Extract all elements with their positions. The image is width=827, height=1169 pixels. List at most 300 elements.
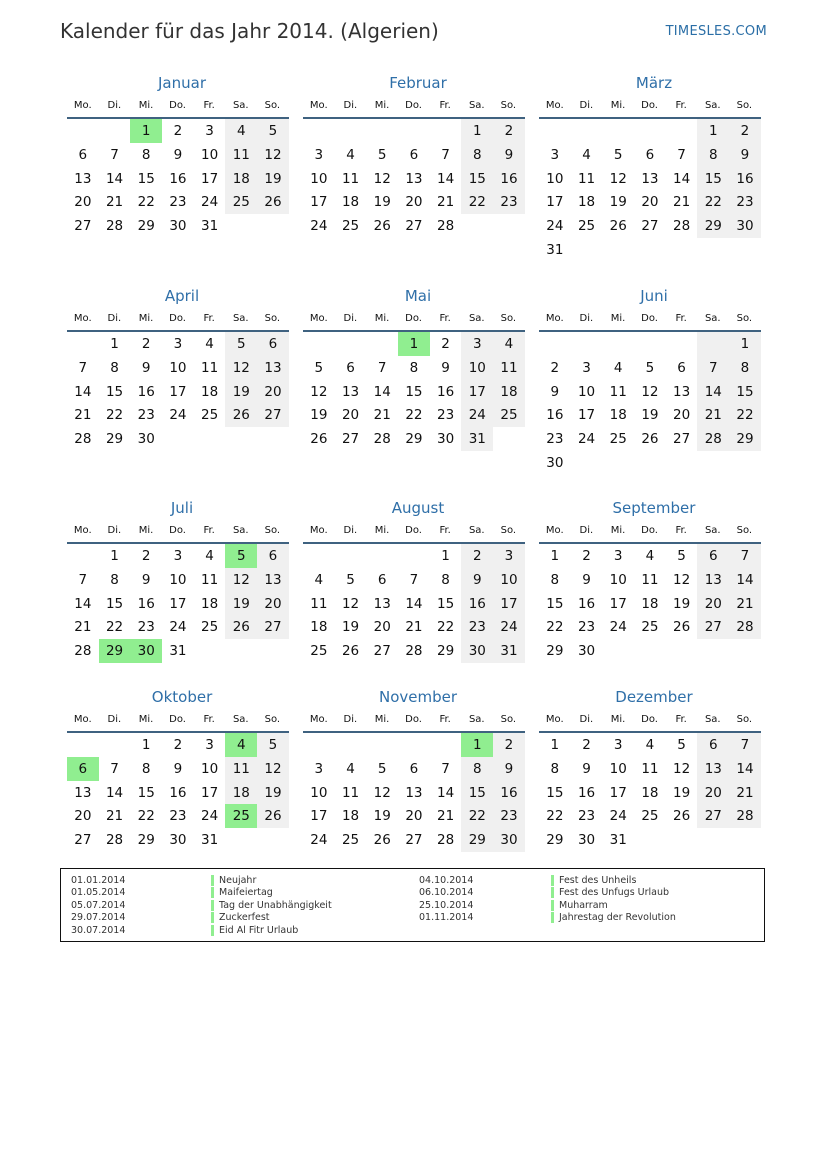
holiday-marker-icon [551,887,554,898]
day-cell: 2 [461,544,493,568]
day-cell: 15 [137,170,155,187]
weekday-label: Mo. [309,525,328,536]
legend-holiday [211,900,332,912]
day-cell: 28 [437,832,455,849]
weekday-header [303,521,525,544]
day-cell: 26 [673,619,691,636]
day-cell: 18 [225,781,257,805]
holiday-marker-icon [211,912,214,923]
day-cell: 22 [729,403,761,427]
weekday-label: Mo. [309,313,328,324]
day-cell: 24 [609,808,627,825]
legend-date: 01.01.2014 [71,875,126,886]
legend-holiday [211,925,332,937]
day-cell: 17 [493,592,525,616]
day-cell: 8 [697,143,729,167]
day-cell: 14 [405,595,423,612]
day-cell: 27 [405,218,423,235]
day-cell: 13 [257,356,289,380]
month-name: Juli [170,499,194,517]
month-name: September [612,499,696,517]
day-cell: 19 [257,781,289,805]
day-cell: 5 [677,737,686,753]
weekday-label: Di. [107,100,122,111]
empty-cell [335,119,367,143]
day-cell: 10 [201,760,219,777]
weekday-header [67,96,289,119]
day-cell: 27 [74,832,92,849]
weekday-label: Do. [641,525,658,536]
legend-holiday-name: Fest des Unfugs Urlaub [559,887,670,899]
day-cell: 8 [409,359,419,376]
day-cell: 3 [173,336,183,352]
empty-cell [67,332,99,356]
day-cell: 20 [74,194,92,211]
day-cell: 19 [641,407,659,424]
day-cell: 16 [137,595,155,612]
weekday-label: Mo. [545,313,564,324]
day-cell: 26 [257,190,289,214]
day-cell: 2 [493,119,525,143]
day-cell: 31 [201,218,219,235]
weekday-label: Fr. [675,313,687,324]
day-cell: 16 [729,167,761,191]
day-cell: 15 [461,781,493,805]
day-cell: 18 [201,383,219,400]
legend-right-names [551,875,676,925]
day-cell: 6 [78,146,88,163]
legend-right-dates [419,875,473,925]
day-cell: 24 [461,403,493,427]
day-cell: 30 [137,431,155,448]
day-cell: 23 [546,431,564,448]
day-cell: 20 [373,619,391,636]
day-cell: 4 [205,336,214,352]
day-cell: 31 [169,643,187,660]
day-cell: 22 [105,407,124,424]
day-grid [303,544,525,663]
day-cell: 14 [437,170,455,187]
day-cell: 21 [437,194,455,211]
day-cell: 22 [697,190,729,214]
day-cell: 22 [461,804,493,828]
day-cell: 28 [405,643,423,660]
day-cell: 12 [609,170,627,187]
day-cell: 4 [645,737,655,753]
day-cell: 13 [74,784,92,801]
day-cell: 14 [673,170,691,187]
day-cell: 3 [550,146,560,163]
day-cell: 27 [257,403,289,427]
day-cell: 10 [461,356,493,380]
day-cell: 20 [697,592,729,616]
day-cell: 15 [437,595,455,612]
day-cell: 12 [225,568,257,592]
day-cell: 19 [373,194,391,211]
weekday-label: Di. [107,313,122,324]
month-7 [67,498,289,663]
weekday-label: Di. [579,100,594,111]
day-cell: 25 [641,808,659,825]
empty-cell [303,733,335,757]
day-cell: 27 [405,832,423,849]
weekday-label: Mo. [545,714,564,725]
day-cell: 11 [577,170,596,187]
day-cell: 18 [493,380,525,404]
weekday-label: Do. [641,313,658,324]
weekday-label: Sa. [704,313,721,324]
legend-date: 01.05.2014 [71,887,126,899]
weekday-label: Do. [169,100,186,111]
weekday-label: Do. [169,714,186,725]
day-cell: 21 [437,808,455,825]
day-cell: 1 [550,548,560,564]
day-cell: 8 [110,571,119,588]
day-cell: 22 [105,619,124,636]
empty-cell [366,733,398,757]
day-cell: 22 [405,407,423,424]
day-cell: 17 [169,595,187,612]
day-cell: 19 [673,595,691,612]
day-cell: 25 [201,619,219,636]
day-cell: 4 [346,760,355,777]
day-grid [539,733,761,852]
day-cell: 2 [550,359,560,376]
month-name: Oktober [151,688,213,706]
day-cell: 9 [582,760,591,777]
weekday-label: Do. [169,525,186,536]
page-title: Kalender für das Jahr 2014. (Algerien) [60,19,439,43]
weekday-label: Sa. [232,313,249,324]
day-cell: 10 [577,383,596,400]
day-cell: 21 [729,592,761,616]
empty-cell [366,332,398,356]
weekday-label: So. [264,313,281,324]
day-cell: 25 [310,643,328,660]
day-cell: 28 [105,218,124,235]
day-cell: 19 [225,380,257,404]
day-cell: 20 [405,194,423,211]
day-cell: 11 [201,359,219,376]
day-cell: 24 [493,615,525,639]
day-cell: 17 [546,194,564,211]
day-cell: 19 [673,784,691,801]
day-cell: 11 [341,170,360,187]
day-grid [303,733,525,852]
weekday-label: Mo. [73,313,92,324]
legend-holiday [551,900,676,912]
weekday-label: Di. [343,313,358,324]
weekday-header [539,710,761,733]
day-cell: 30 [729,214,761,238]
day-cell: 6 [257,544,289,568]
weekday-label: Mi. [610,100,626,111]
empty-cell [666,119,698,143]
day-cell: 24 [577,431,596,448]
day-cell: 16 [577,784,596,801]
day-cell: 29 [546,832,564,849]
day-cell: 8 [729,356,761,380]
empty-cell [571,119,603,143]
weekday-label: Do. [405,714,422,725]
weekday-label: So. [736,100,753,111]
weekday-label: So. [500,100,517,111]
day-cell: 5 [377,146,387,163]
day-cell: 8 [550,760,560,777]
weekday-label: Sa. [468,313,485,324]
holiday-marker-icon [211,900,214,911]
day-cell: 31 [461,427,493,451]
day-cell: 27 [697,804,729,828]
month-11 [303,687,525,852]
month-name: Dezember [615,688,693,706]
day-cell: 22 [437,619,455,636]
weekday-label: Mi. [138,714,154,725]
empty-cell [335,733,367,757]
day-cell: 30 [546,454,564,471]
weekday-label: Di. [579,313,594,324]
legend-holiday [551,912,676,924]
holiday-marker-icon [551,875,554,886]
day-cell: 25 [577,218,596,235]
day-cell: 6 [346,359,355,376]
weekday-label: Fr. [675,714,687,725]
day-cell: 18 [341,194,360,211]
day-cell: 23 [169,194,187,211]
day-cell: 8 [141,146,151,163]
day-cell: 21 [673,194,691,211]
empty-cell [430,119,462,143]
day-cell: 16 [437,383,455,400]
day-cell: 10 [310,170,328,187]
day-cell: 16 [169,784,187,801]
weekday-label: Sa. [232,100,249,111]
holiday-marker-icon [211,875,214,886]
weekday-label: Mi. [374,525,390,536]
holiday-marker-icon [551,900,554,911]
holiday-day: 6 [67,757,99,781]
day-cell: 27 [673,431,691,448]
day-cell: 28 [74,643,92,660]
weekday-label: Di. [107,525,122,536]
day-cell: 29 [137,218,155,235]
day-cell: 14 [105,784,124,801]
day-cell: 8 [461,757,493,781]
day-cell: 11 [641,760,659,777]
day-cell: 3 [173,548,183,564]
day-cell: 30 [577,832,596,849]
day-cell: 6 [409,146,419,163]
day-cell: 18 [609,407,627,424]
day-cell: 24 [169,407,187,424]
day-cell: 4 [613,359,623,376]
weekday-label: So. [736,525,753,536]
day-cell: 13 [697,568,729,592]
weekday-label: Do. [641,714,658,725]
day-cell: 16 [546,407,564,424]
day-cell: 23 [137,407,155,424]
day-cell: 6 [409,760,419,777]
legend-holiday-name: Maifeiertag [219,887,273,899]
day-cell: 14 [729,568,761,592]
day-cell: 11 [641,571,659,588]
weekday-label: So. [500,525,517,536]
weekday-label: Mi. [138,313,154,324]
site-link[interactable]: TIMESLES.COM [665,24,767,39]
day-cell: 13 [373,595,391,612]
day-cell: 7 [377,359,387,376]
day-cell: 27 [641,218,659,235]
weekday-label: Fr. [675,100,687,111]
day-cell: 30 [437,431,455,448]
day-cell: 16 [577,595,596,612]
day-cell: 3 [314,760,324,777]
holiday-legend [60,868,765,942]
empty-cell [67,733,99,757]
empty-cell [430,733,462,757]
legend-holiday-name: Muharram [559,899,608,911]
month-9 [539,498,761,663]
day-cell: 22 [137,808,155,825]
day-cell: 23 [461,615,493,639]
empty-cell [398,733,430,757]
day-cell: 4 [493,332,525,356]
weekday-label: So. [264,525,281,536]
day-cell: 4 [346,146,355,163]
day-cell: 2 [173,123,183,139]
day-cell: 24 [546,218,564,235]
day-cell: 9 [729,143,761,167]
day-cell: 7 [78,571,88,588]
empty-cell [634,332,666,356]
day-cell: 11 [341,784,360,801]
day-cell: 30 [169,832,187,849]
day-cell: 5 [314,359,324,376]
day-cell: 1 [141,737,151,753]
holiday-day: 30 [130,639,162,663]
day-cell: 8 [141,760,151,777]
day-cell: 15 [729,380,761,404]
day-cell: 28 [105,832,124,849]
day-cell: 25 [641,619,659,636]
day-cell: 18 [201,595,219,612]
day-cell: 7 [110,760,119,777]
legend-holiday-name: Jahrestag der Revolution [559,912,676,924]
month-name: Januar [158,74,206,92]
day-cell: 12 [673,571,691,588]
day-cell: 26 [310,431,328,448]
day-cell: 22 [546,619,564,636]
day-cell: 31 [609,832,627,849]
legend-holiday-name: Zuckerfest [219,912,270,924]
day-cell: 13 [74,170,92,187]
day-cell: 12 [225,356,257,380]
day-cell: 15 [405,383,423,400]
day-cell: 21 [405,619,423,636]
day-cell: 17 [461,380,493,404]
day-cell: 18 [641,595,659,612]
day-cell: 20 [257,592,289,616]
day-grid [303,119,525,238]
day-cell: 17 [310,194,328,211]
day-cell: 24 [201,808,219,825]
day-cell: 14 [373,383,391,400]
empty-cell [398,119,430,143]
weekday-label: Do. [641,100,658,111]
day-cell: 15 [546,784,564,801]
day-cell: 14 [74,383,92,400]
month-name: März [635,74,673,92]
day-cell: 12 [310,383,328,400]
day-cell: 5 [377,760,387,777]
legend-holiday-name: Fest des Unheils [559,875,637,886]
day-cell: 21 [74,619,92,636]
day-cell: 29 [437,643,455,660]
legend-left-dates [71,875,125,937]
legend-left-names [211,875,332,937]
weekday-label: Fr. [203,714,215,725]
day-cell: 26 [641,431,659,448]
day-cell: 16 [493,781,525,805]
weekday-label: Di. [579,525,594,536]
empty-cell [571,332,603,356]
day-cell: 1 [110,548,119,564]
day-cell: 31 [201,832,219,849]
empty-cell [634,119,666,143]
day-cell: 25 [341,832,360,849]
day-cell: 30 [577,643,596,660]
day-cell: 19 [373,808,391,825]
day-cell: 16 [461,592,493,616]
weekday-label: Sa. [704,100,721,111]
day-cell: 1 [110,336,119,352]
holiday-marker-icon [551,912,554,923]
day-cell: 10 [201,146,219,163]
day-cell: 14 [697,380,729,404]
month-2 [303,73,525,238]
day-cell: 7 [729,544,761,568]
day-cell: 20 [641,194,659,211]
holiday-marker-icon [211,887,214,898]
day-cell: 13 [641,170,659,187]
day-cell: 13 [697,757,729,781]
legend-holiday-name: Neujahr [219,875,257,886]
empty-cell [335,332,367,356]
day-cell: 12 [641,383,659,400]
day-cell: 21 [74,407,92,424]
day-cell: 29 [105,431,124,448]
day-cell: 17 [201,784,219,801]
day-cell: 13 [405,784,423,801]
holiday-day: 5 [225,544,257,568]
day-grid [539,332,761,475]
weekday-label: Mi. [374,714,390,725]
day-cell: 12 [257,757,289,781]
day-cell: 6 [697,733,729,757]
day-cell: 24 [310,832,328,849]
holiday-marker-icon [211,925,214,936]
weekday-label: Di. [343,525,358,536]
holiday-day: 25 [225,804,257,828]
weekday-label: So. [500,313,517,324]
day-cell: 4 [205,548,214,564]
day-cell: 10 [546,170,564,187]
day-cell: 16 [169,170,187,187]
weekday-label: Do. [169,313,186,324]
day-cell: 19 [257,167,289,191]
day-cell: 7 [409,571,419,588]
holiday-day: 4 [225,733,257,757]
